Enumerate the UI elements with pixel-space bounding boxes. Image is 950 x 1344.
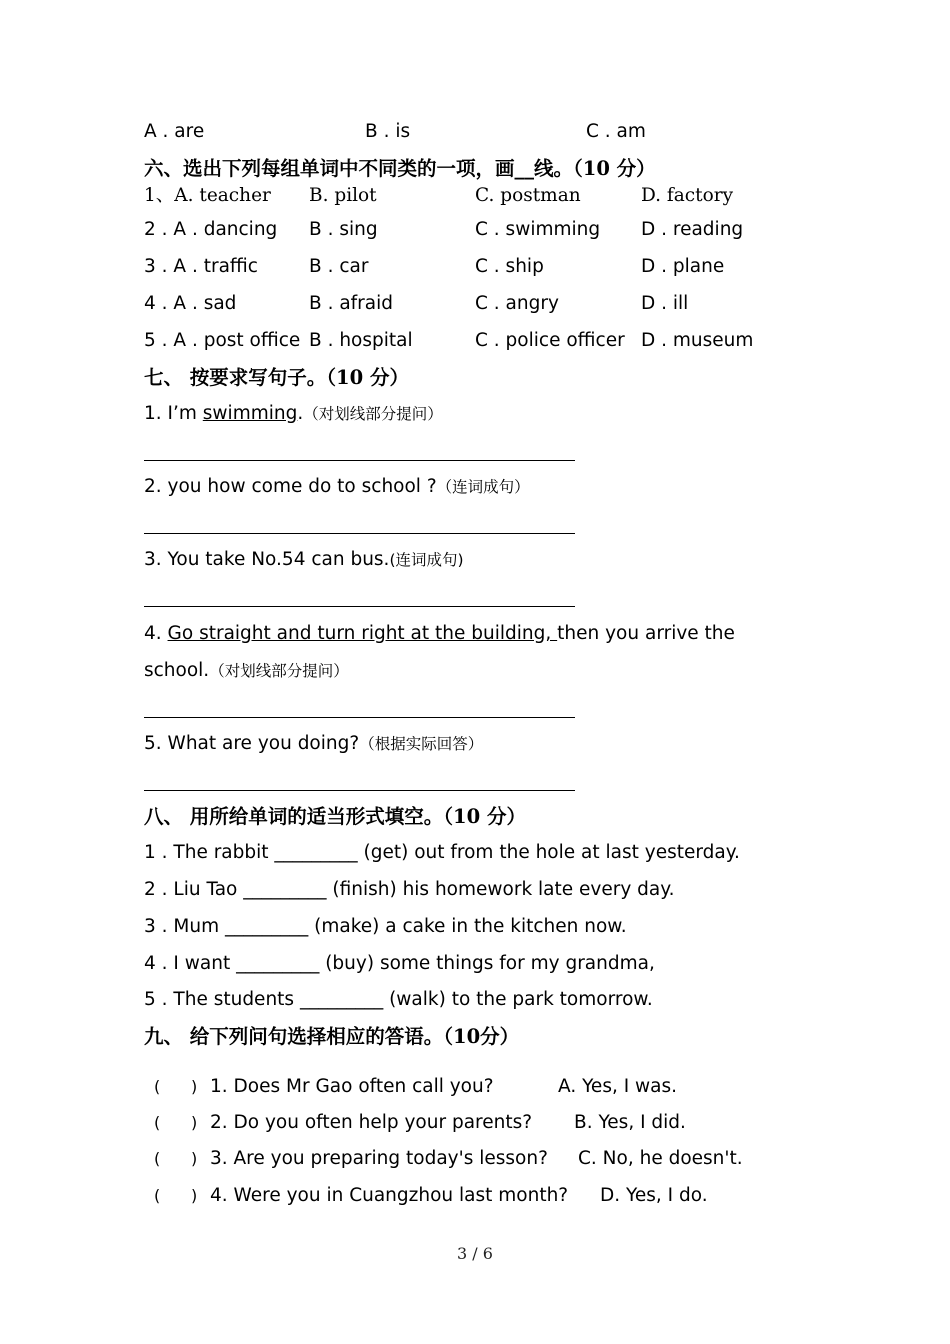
s7-q4-line2-text: school. [144,660,210,681]
s9-question-4: 4. Were you in Cuangzhou last month? [210,1185,569,1206]
s8-item-1: 1 . The rabbit _________ (get) out from the hole at last yesterday. [144,842,740,863]
s9-answer-4: D. Yes, I do. [600,1185,708,1206]
s6-row3-d: D . plane [641,256,725,277]
s9-paren-open-4: ( [154,1186,161,1205]
s7-q3-text: 3. You take No.54 can bus. [144,549,390,570]
s8-item-4: 4 . I want _________ (buy) some things for my grandma, [144,953,655,974]
s7-q4-line2 [144,660,349,682]
s7-q2-note: （连词成句） [436,478,530,496]
s9-question-3: 3. Are you preparing today's lesson? [210,1148,548,1169]
answer-line-1[interactable] [144,460,575,461]
s6-row1-c: C. postman [475,185,581,206]
s9-paren-open-3: ( [154,1149,161,1168]
s6-row4-a: 4 . A . sad [144,293,237,314]
s9-paren-close-4: ) [191,1186,198,1205]
s9-answer-1: A. Yes, I was. [558,1076,678,1097]
s7-q1-pre: 1. I’m [144,403,203,424]
s7-q1 [144,403,443,425]
s8-item-2: 2 . Liu Tao _________ (finish) his homework late every day. [144,879,675,900]
s6-row5-d: D . museum [641,330,754,351]
s6-row5-a: 5 . A . post office [144,330,301,351]
s9-paren-close-1: ) [191,1077,198,1096]
s6-row2-a: 2 . A . dancing [144,219,278,240]
prev-option-b: B . is [365,121,411,142]
s6-row4-b: B . afraid [309,293,394,314]
s6-row1-b: B. pilot [309,185,377,206]
answer-line-2[interactable] [144,533,575,534]
s9-answer-2: B. Yes, I did. [574,1112,686,1133]
s6-row2-c: C . swimming [475,219,601,240]
s7-q4 [144,623,735,645]
s9-question-1: 1. Does Mr Gao often call you? [210,1076,494,1097]
s9-question-2: 2. Do you often help your parents? [210,1112,533,1133]
answer-line-3[interactable] [144,606,575,607]
s9-paren-close-2: ) [191,1113,198,1132]
s7-q4-pre: 4. [144,623,168,644]
s7-q5 [144,733,483,755]
prev-option-a: A . are [144,121,205,142]
s7-q3 [144,549,464,571]
s7-q4-underlined: Go straight and turn right at the building, [167,623,558,644]
s6-row5-c: C . police officer [475,330,625,351]
s8-item-5: 5 . The students _________ (walk) to the park tomorrow. [144,989,653,1010]
section7-title: 七、 按要求写句子。（10 分） [144,366,409,389]
s7-q1-note: （对划线部分提问） [303,405,443,423]
s7-q4-post: then you arrive the [557,623,735,644]
s9-answer-3: C. No, he doesn't. [578,1148,743,1169]
answer-line-4[interactable] [144,717,575,718]
s7-q5-text: 5. What are you doing? [144,733,360,754]
s7-q1-underlined: swimming [202,403,298,424]
s6-row2-d: D . reading [641,219,744,240]
answer-line-5[interactable] [144,790,575,791]
s6-row4-d: D . ill [641,293,689,314]
s8-item-3: 3 . Mum _________ (make) a cake in the kitchen now. [144,916,627,937]
s6-row2-b: B . sing [309,219,378,240]
section6-title: 六、选出下列每组单词中不同类的一项，画__线。（10 分） [144,157,656,180]
s9-paren-close-3: ) [191,1149,198,1168]
s7-q2-text: 2. you how come do to school ? [144,476,437,497]
s7-q3-note: (连词成句) [389,551,464,569]
s6-row3-a: 3 . A . traffic [144,256,258,277]
s9-paren-open-1: ( [154,1077,161,1096]
s7-q5-note: （根据实际回答） [359,735,484,753]
s6-row3-b: B . car [309,256,369,277]
s7-q4-note: （对划线部分提问） [209,662,349,680]
page-number: 3 / 6 [457,1244,493,1263]
prev-option-c: C . am [586,121,646,142]
s7-q1-post: . [297,403,304,424]
section9-title: 九、 给下列问句选择相应的答语。（10分） [144,1025,520,1048]
s9-paren-open-2: ( [154,1113,161,1132]
s6-row4-c: C . angry [475,293,559,314]
s6-row3-c: C . ship [475,256,544,277]
s6-row1-a: 1、A. teacher [144,185,271,206]
s7-q2 [144,476,530,498]
s6-row1-d: D. factory [641,185,734,206]
s6-row5-b: B . hospital [309,330,413,351]
section8-title: 八、 用所给单词的适当形式填空。（10 分） [144,805,526,828]
